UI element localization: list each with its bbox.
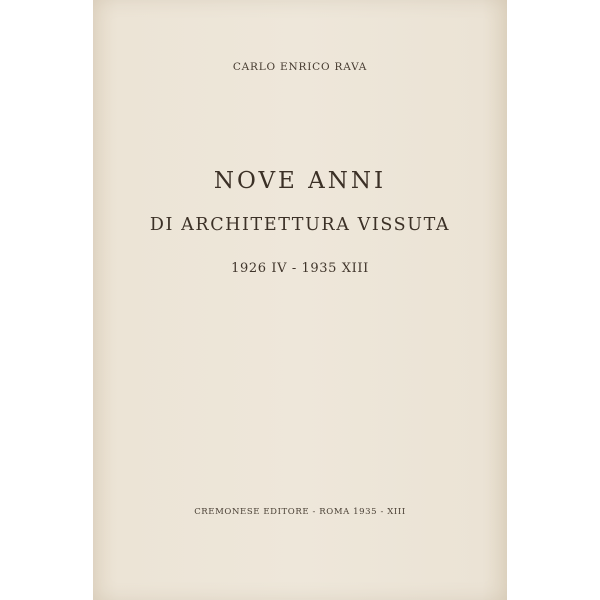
title-page	[93, 0, 507, 600]
book-subtitle: DI ARCHITETTURA VISSUTA	[149, 215, 451, 235]
publisher-imprint: CREMONESE EDITORE - ROMA 1935 - XIII	[194, 507, 406, 517]
date-range: 1926 IV - 1935 XIII	[231, 261, 369, 276]
author-name: CARLO ENRICO RAVA	[232, 61, 368, 73]
book-title: NOVE ANNI	[213, 168, 387, 194]
